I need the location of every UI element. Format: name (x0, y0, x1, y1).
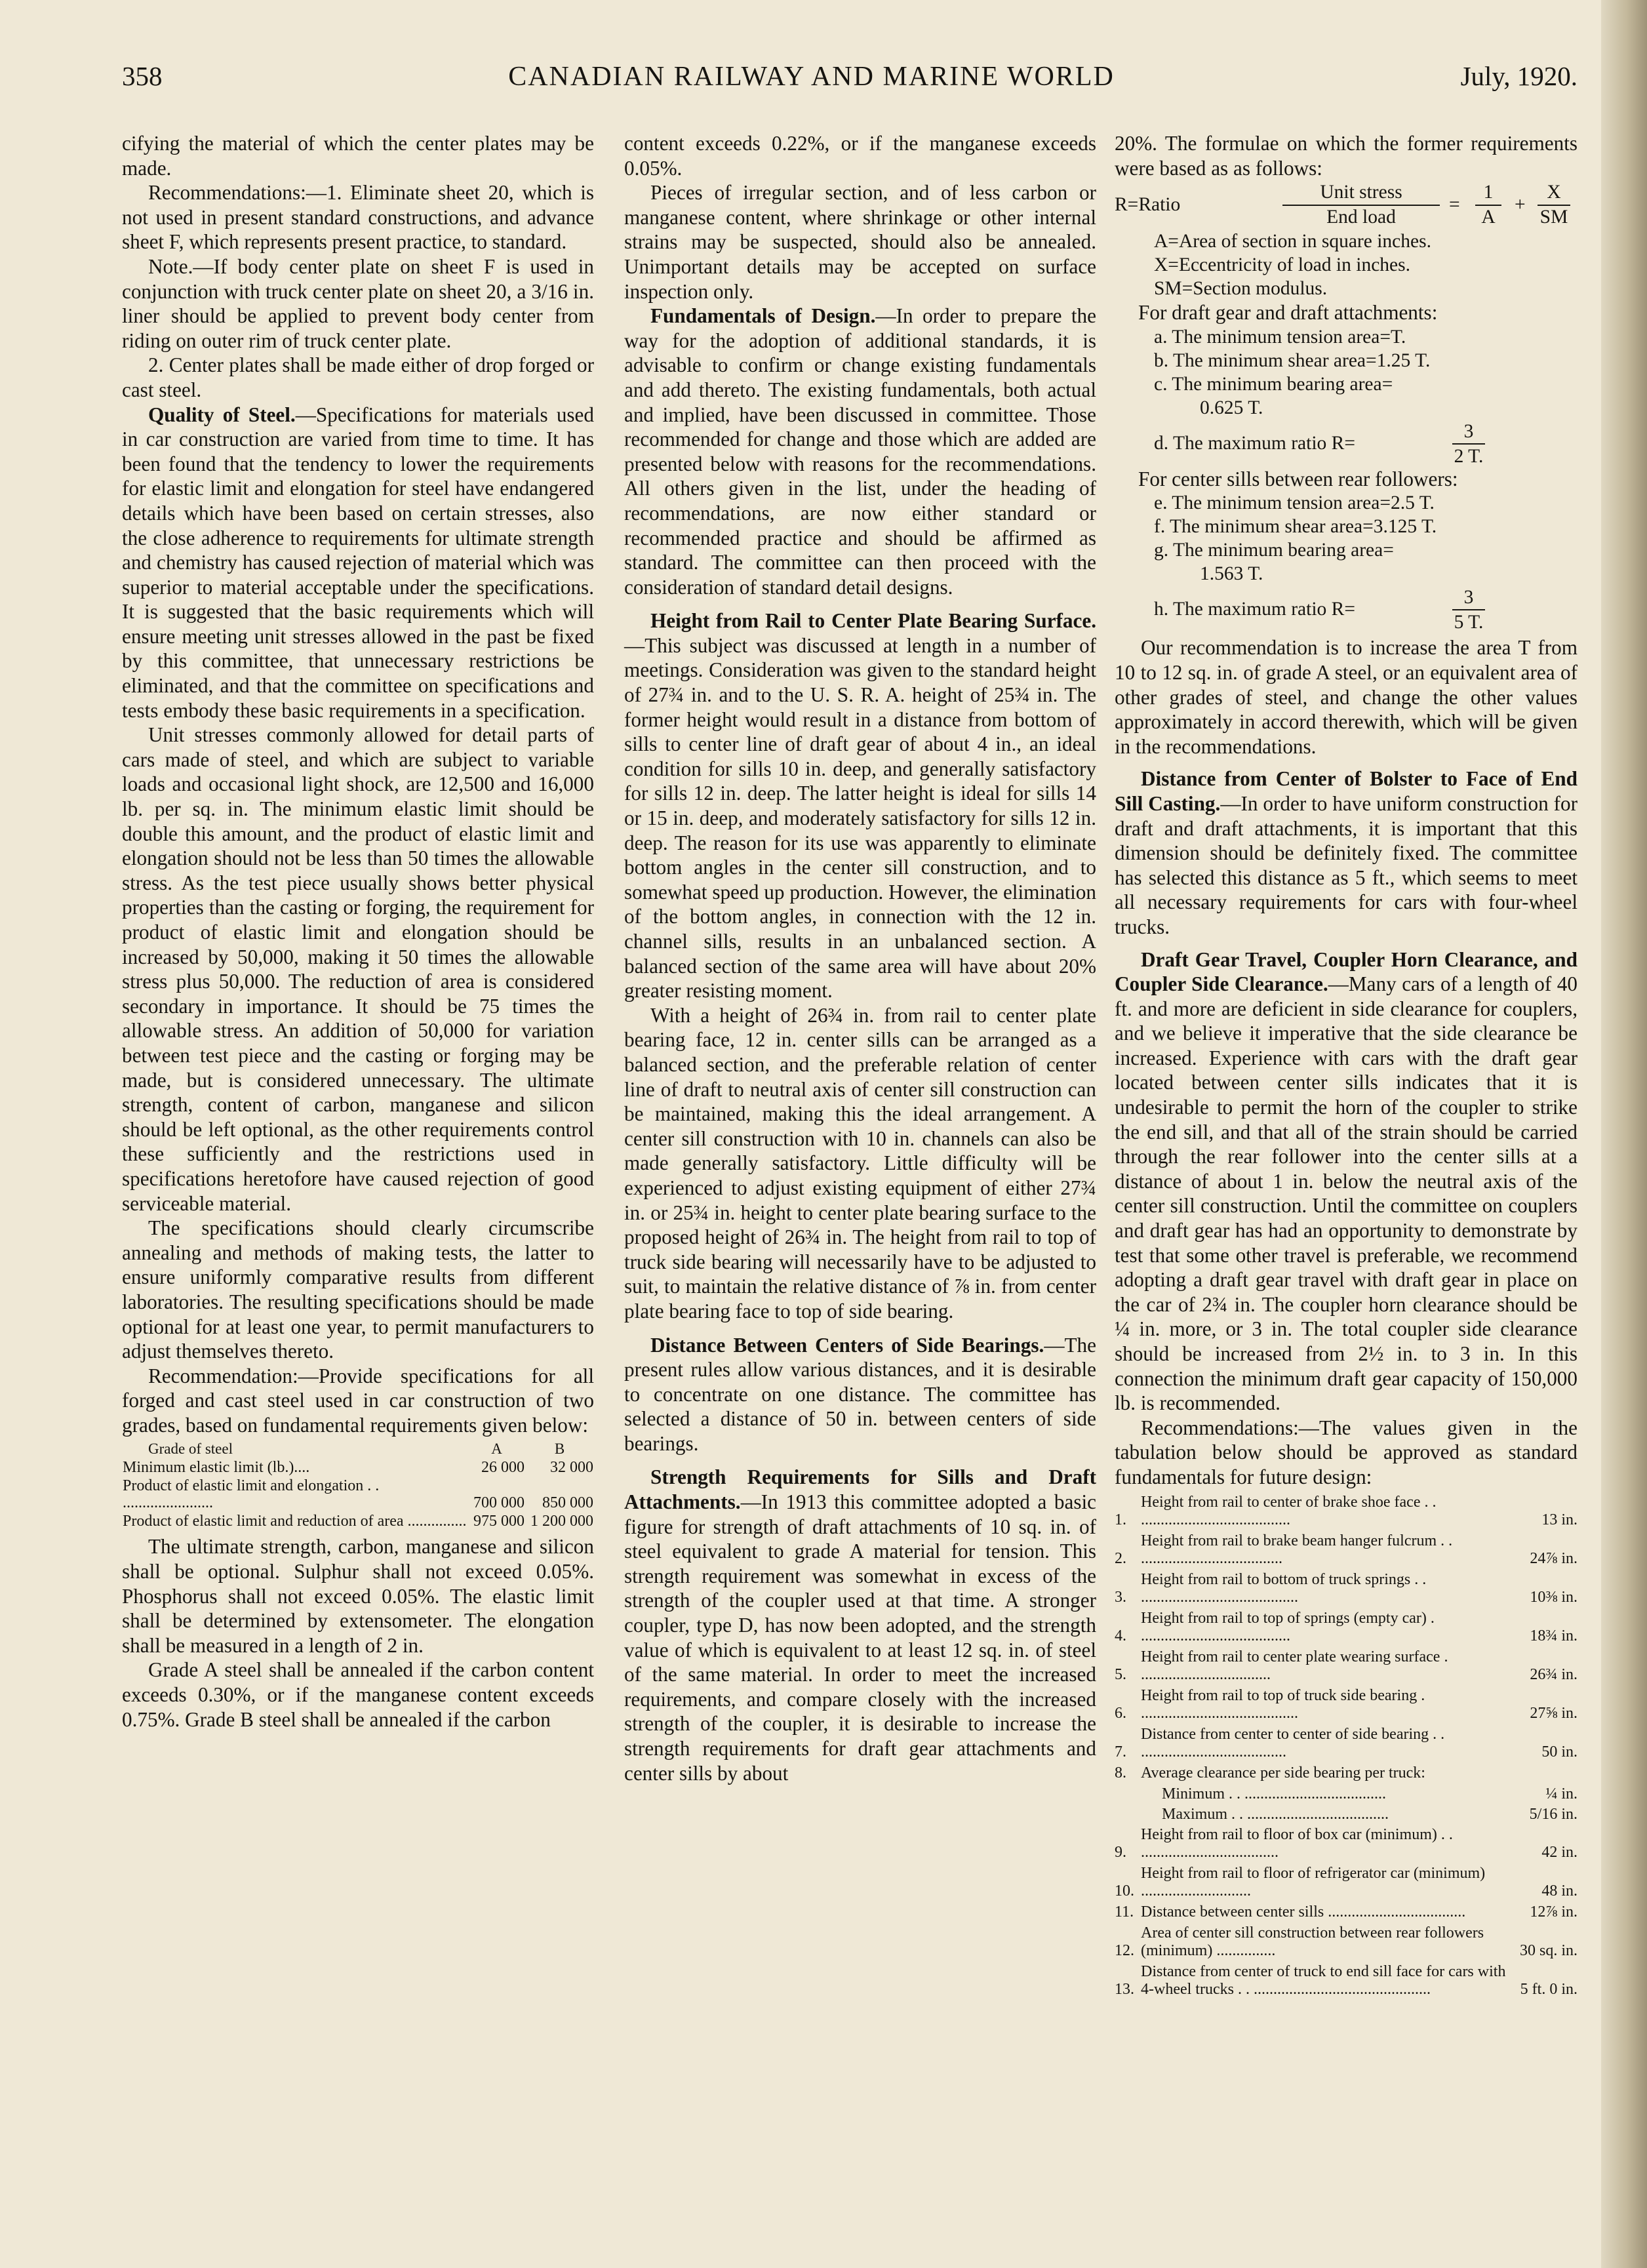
item-text: Average clearance per side bearing per truck: (1141, 1764, 1425, 1781)
page-header (122, 60, 1578, 113)
paragraph: Recommendation:—Provide specifications for all forged and cast steel used in car construction of two grades, based on fundamental requirements given below: (122, 1364, 594, 1437)
item-text: Height from rail to top of springs (empty car) . ...................................... (1141, 1609, 1435, 1644)
formula-section-modulus: SM (1539, 207, 1568, 228)
ratio-denominator: 2 T. (1454, 445, 1484, 467)
formula-definition: X=Eccentricity of load in inches. (1154, 254, 1410, 276)
requirement-value: 1.563 T. (1200, 563, 1263, 585)
requirement-item: b. The minimum shear area=1.25 T. (1154, 349, 1431, 371)
table-header: A (491, 1441, 502, 1458)
item-value: 10⅜ in. (1530, 1588, 1578, 1606)
paragraph (1115, 766, 1578, 939)
table-cell: 975 000 (473, 1513, 525, 1530)
ratio-formula (1115, 180, 1578, 229)
item-value: 42 in. (1541, 1843, 1578, 1861)
paragraph (122, 403, 594, 723)
table-row (122, 1458, 594, 1477)
item-text: Height from rail to center of brake shoe face . . ...................................... (1141, 1493, 1437, 1528)
item-number: 3. (1115, 1588, 1126, 1606)
paragraph: Unit stresses commonly allowed for detail parts of cars made of steel, and which are subject to variable loads and occasional light shock, are 12,500 and 16,000 lb. per sq. in. The minimum elastic limit should be double this amount, and the product of elastic limit and elongation should not be less than 50 times the allowable stress. As the test piece usually shows better physical properties than the casting or forging, the requirement for product of elastic limit and elongation should be increased by 50,000, making it 50 times the allowable stress plus 50,000. The reduction of area is considered secondary in importance. It should be 75 times the allowable stress. An addition of 50,000 for variation between test piece and the casting or forging may be made, but is considered unnecessary. The ultimate strength, content of carbon, manganese and silicon should be left optional, as the other requirements control these sufficiently and the restrictions used in specifications heretofore have caused rejection of good serviceable material. (122, 723, 594, 1215)
paragraph (1115, 947, 1578, 1416)
item-number: 10. (1115, 1882, 1134, 1900)
requirement-item: f. The minimum shear area=3.125 T. (1154, 516, 1437, 538)
subitem-text: Maximum . . .................................... (1162, 1805, 1389, 1823)
item-number: 7. (1115, 1743, 1126, 1761)
item-text: Height from rail to brake beam hanger fulcrum . . .................................... (1141, 1532, 1453, 1567)
paragraph: cifying the material of which the center plates may be made. (122, 132, 594, 180)
section-heading: Distance Between Centers of Side Bearings. (650, 1333, 1044, 1357)
list-item (1115, 1865, 1578, 1900)
requirement-ratio (1115, 586, 1578, 633)
item-value: 18¾ in. (1530, 1627, 1578, 1644)
item-text: Area of center sill construction between rear followers (minimum) ............... (1141, 1924, 1484, 1959)
requirement-item: a. The minimum tension area=T. (1154, 326, 1406, 348)
subitem-text: Minimum . . .................................... (1162, 1785, 1387, 1802)
section-text: —In order to prepare the way for the adoption of additional standards, it is advisable to confirm or change existing fundamentals and add thereto. The existing fundamentals, both actual and implied, have been discussed in committee. Those recommended for change and those which are added are presented below with reasons for the recommendations. All others given in the list, under the heading of recommendations, are now either standard or recommended practice and should be affirmed as standard. The committee can then proceed with the consideration of standard detail designs. (624, 304, 1096, 599)
item-number: 1. (1115, 1511, 1126, 1528)
table-cell: Minimum elastic limit (lb.).... (123, 1459, 310, 1477)
item-value: 5 ft. 0 in. (1520, 1980, 1578, 1998)
subitem-value: 5/16 in. (1529, 1805, 1578, 1823)
requirement-item: g. The minimum bearing area= (1154, 540, 1394, 561)
item-number: 12. (1115, 1941, 1134, 1959)
paragraph: Pieces of irregular section, and of less carbon or manganese content, where shrinkage or other internal strains may be suspected, should also be annealed. Unimportant details may be accepted on surface inspection only. (624, 181, 1096, 303)
requirement-value: 0.625 T. (1200, 397, 1263, 418)
item-number: 4. (1115, 1627, 1126, 1644)
paragraph: 20%. The formulae on which the former requirements were based as as follows: (1115, 132, 1578, 180)
item-value: 13 in. (1541, 1511, 1578, 1528)
table-cell: 32 000 (550, 1459, 593, 1477)
list-subitem (1115, 1806, 1578, 1823)
table-cell: 26 000 (481, 1459, 525, 1477)
section-text: —This subject was discussed at length in a number of meetings. Consideration was given to the standard height of 27¾ in. and to the U. S. R. A. height of 25¾ in. The former height would result in a distance from bottom of sills to center line of draft gear of about 4 in., an ideal condition for sills 10 in. deep, and generally satisfactory for sills 12 in. deep. The latter height is ideal for sills 14 or 15 in. deep, and moderately satisfactory for sills 12 in. deep. The reason for its use was apparently to eliminate bottom angles in the center sill construction, and to somewhat speed up production. However, the elimination of the bottom angles, in connection with the 12 in. channel sills, results in an unbalanced section. A balanced section of the same area will have about 20% greater resisting moment. (624, 633, 1096, 1003)
table-row (122, 1477, 594, 1512)
table-header: B (554, 1441, 565, 1458)
list-item (1115, 1494, 1578, 1529)
paragraph: 2. Center plates shall be made either of drop forged or cast steel. (122, 353, 594, 401)
paragraph: The specifications should clearly circumscribe annealing and methods of making tests, the latter to ensure uniformly comparative results from different laboratories. The resulting specifications should be made optional for at least one year, to permit manufacturers to adjust themselves thereto. (122, 1216, 594, 1363)
item-value: 50 in. (1541, 1743, 1578, 1761)
list-item (1115, 1648, 1578, 1684)
ratio-denominator: 5 T. (1454, 612, 1484, 633)
formula-definition: A=Area of section in square inches. (1154, 231, 1431, 252)
list-item (1115, 1963, 1578, 1999)
item-value: 26¾ in. (1530, 1665, 1578, 1683)
item-value: 27⅝ in. (1530, 1704, 1578, 1722)
formula-denominator: End load (1326, 207, 1396, 228)
formula-equals: = (1449, 194, 1460, 216)
item-value: 30 sq. in. (1519, 1941, 1578, 1959)
paragraph: Recommendations:—1. Eliminate sheet 20, which is not used in present standard constructions, and advance sheet F, which represents present practice, to standard. (122, 181, 594, 254)
paragraph: Our recommendation is to increase the area T from 10 to 12 sq. in. of grade A steel, or an equivalent area of other grades of steel, and change the other values approximately in accord therewith, which will be given in the recommendations. (1115, 636, 1578, 758)
formula-eccentricity: X (1547, 182, 1561, 203)
formula-one: 1 (1483, 182, 1494, 203)
column-1 (122, 131, 594, 1732)
item-value: 12⅞ in. (1530, 1903, 1578, 1920)
page-number: 358 (122, 61, 163, 91)
paragraph (624, 608, 1096, 1003)
table-cell: 1 200 000 (530, 1513, 593, 1530)
column-2 (624, 131, 1096, 1785)
table-cell: 700 000 (473, 1494, 525, 1512)
requirement-item: e. The minimum tension area=2.5 T. (1154, 492, 1435, 514)
list-item (1115, 1532, 1578, 1568)
paragraph: The ultimate strength, carbon, manganese and silicon shall be optional. Sulphur shall not exceed 0.05%. Phosphorus shall not exceed 0.05%. The elastic limit shall be determined by extensometer. The elongation shall be measured in a length of 2 in. (122, 1535, 594, 1657)
item-number: 11. (1115, 1903, 1134, 1920)
requirement-ratio (1115, 420, 1578, 467)
fundamentals-list (1115, 1494, 1578, 1999)
section-heading: Strength Requirements for Sills and Draft Attachments. (624, 1465, 1096, 1514)
section-text: —The present rules allow various distances, and it is desirable to concentrate on one distance. The committee has selected a distance of 50 in. between centers of side bearings. (624, 1333, 1096, 1455)
table-cell: Product of elastic limit and reduction of area ............... (123, 1513, 467, 1530)
paragraph (624, 1333, 1096, 1456)
list-item (1115, 1571, 1578, 1606)
formula-numerator: Unit stress (1320, 182, 1402, 203)
item-value: 48 in. (1541, 1882, 1578, 1900)
item-text: Height from rail to top of truck side bearing . ........................................ (1141, 1686, 1425, 1722)
item-text: Height from rail to floor of box car (minimum) . . ................................... (1141, 1825, 1453, 1861)
formula-plus: + (1515, 194, 1526, 216)
section-heading: Draft Gear Travel, Coupler Horn Clearance, and Coupler Side Clearance. (1115, 947, 1578, 996)
paragraph (624, 1465, 1096, 1785)
item-text: Distance between center sills ................................... (1141, 1903, 1466, 1920)
item-text: Distance from center of truck to end sill face for cars with 4-wheel trucks . . ............................................. (1141, 1962, 1506, 1998)
subitem-value: ¼ in. (1545, 1785, 1578, 1802)
requirement-item: c. The minimum bearing area= (1154, 373, 1393, 395)
table-header-row (122, 1440, 594, 1458)
item-text: Height from rail to bottom of truck springs . . ........................................ (1141, 1570, 1427, 1606)
requirement-heading: For center sills between rear followers: (1138, 467, 1458, 490)
section-text: —In order to have uniform construction for draft and draft attachments, it is important that this dimension should be definitely fixed. The committee has selected this distance as 5 ft., which seems to meet all necessary requirements for cars with four-wheel trucks. (1115, 791, 1578, 938)
paragraph (624, 304, 1096, 599)
paragraph: Recommendations:—The values given in the tabulation below should be approved as standard fundamentals for future design: (1115, 1416, 1578, 1488)
formula-area: A (1481, 207, 1496, 228)
ratio-numerator: 3 (1463, 420, 1474, 442)
list-item (1115, 1687, 1578, 1722)
item-text: Distance from center to center of side bearing . . ..................................... (1141, 1725, 1445, 1761)
list-item (1115, 1826, 1578, 1861)
ratio-label: h. The maximum ratio R= (1154, 599, 1355, 620)
ratio-numerator: 3 (1463, 587, 1474, 608)
item-number: 6. (1115, 1704, 1126, 1722)
section-text: —Many cars of a length of 40 ft. and more are deficient in side clearance for couplers, and we believe it imperative that the side clearance be increased. Experience with cars with the draft gear located between center sills indicates that it is undesirable to permit the horn of the coupler to strike the end sill, and that all of the strain should be carried through the rear follower into the center sills at a distance of about 1 in. below the neutral axis of the center sill construction. Until the committee on couplers and draft gear has had an opportunity to demonstrate by test that some other travel is preferable, we recommend adopting a draft gear travel with draft gear in place on the car of 2¾ in. The coupler horn clearance should be ¼ in. more, or 3 in. The total coupler side clearance should be increased from 2½ in. to 3 in. In this connection the minimum draft gear capacity of 150,000 lb. is recommended. (1115, 972, 1578, 1415)
item-text: Height from rail to floor of refrigerator car (minimum) ............................ (1141, 1864, 1486, 1900)
list-item (1115, 1903, 1578, 1921)
paragraph: content exceeds 0.22%, or if the manganese exceeds 0.05%. (624, 132, 1096, 180)
paragraph: Grade A steel shall be annealed if the carbon content exceeds 0.30%, or if the manganese content exceeds 0.75%. Grade B steel shall be annealed if the carbon (122, 1658, 594, 1731)
item-number: 2. (1115, 1549, 1126, 1567)
list-item (1115, 1726, 1578, 1761)
section-text: —In 1913 this committee adopted a basic figure for strength of draft attachments of 10 sq. in. of steel equivalent to grade A material for tension. This strength requirement was somewhat in excess of the strength of the coupler used at that time. A stronger coupler, type D, has now been adopted, and the strength value of which is equivalent to at least 12 sq. in. of steel of the same material. In order to meet the increased requirements, and compare closely with the increased strength of the coupler, it is desirable to increase the strength requirements for draft gear attachments and center sills by about (624, 1490, 1096, 1785)
paragraph: Note.—If body center plate on sheet F is used in conjunction with truck center plate on sheet 20, a 3/16 in. liner should be applied to prevent body center from riding on outer rim of truck center plate. (122, 254, 594, 352)
table-cell: Product of elastic limit and elongation . . ....................... (123, 1477, 380, 1512)
item-value: 24⅞ in. (1530, 1549, 1578, 1567)
item-text: Height from rail to center plate wearing surface . ................................. (1141, 1648, 1448, 1683)
item-number: 9. (1115, 1843, 1126, 1861)
item-number: 5. (1115, 1665, 1126, 1683)
column-3 (1115, 131, 1578, 2002)
list-item (1115, 1610, 1578, 1645)
grade-table (122, 1440, 594, 1530)
item-number: 8. (1115, 1764, 1126, 1781)
paragraph: With a height of 26¾ in. from rail to center plate bearing face, 12 in. center sills can be arranged as a balanced section, and the preferable relation of center line of draft to neutral axis of center sill construction can be maintained, making this the ideal arrangement. A center sill construction with 10 in. channels can also be made generally satisfactory. Little difficulty will be experienced to adjust existing equipment of either 27¾ in. or 25¾ in. height to center plate bearing surface to the proposed height of 26¾ in. The height from rail to top of truck side bearing will necessarily have to be adjusted to suit, to maintain the relative distance of ⅞ in. from center plate bearing face to top of side bearing. (624, 1003, 1096, 1323)
table-cell: 850 000 (542, 1494, 593, 1512)
formula-definition: SM=Section modulus. (1154, 278, 1328, 300)
section-text: —Specifications for materials used in car construction are varied from time to time. It has been found that the tendency to lower the requirements for elastic limit and elongation for steel have endangered details which have been based on certain stresses, also the close adherence to requirements for ultimate strength and chemistry has caused rejection of material which was superior to material acceptable under the specifications. It is suggested that the basic requirements which will ensure meeting unit stresses allowed in the past be fixed by this committee, that unnecessary restrictions be eliminated, and that the committee on specifications and tests embody these basic requirements in a specification. (122, 403, 594, 722)
section-heading: Quality of Steel. (148, 403, 296, 426)
requirement-heading: For draft gear and draft attachments: (1138, 301, 1438, 325)
item-number: 13. (1115, 1980, 1134, 1998)
issue-date: July, 1920. (1460, 61, 1578, 91)
table-header: Grade of steel (148, 1441, 233, 1458)
page-edge (1601, 0, 1647, 2268)
section-heading: Fundamentals of Design. (650, 304, 876, 328)
list-item (1115, 1924, 1578, 1960)
section-heading: Distance from Center of Bolster to Face of End Sill Casting. (1115, 767, 1578, 815)
table-row (122, 1512, 594, 1530)
list-item (1115, 1764, 1578, 1782)
formula-label: R=Ratio (1115, 194, 1181, 216)
list-subitem (1115, 1785, 1578, 1803)
journal-title: CANADIAN RAILWAY AND MARINE WORLD (508, 62, 1115, 92)
ratio-label: d. The maximum ratio R= (1154, 432, 1355, 454)
section-heading: Height from Rail to Center Plate Bearing Surface. (650, 609, 1096, 633)
